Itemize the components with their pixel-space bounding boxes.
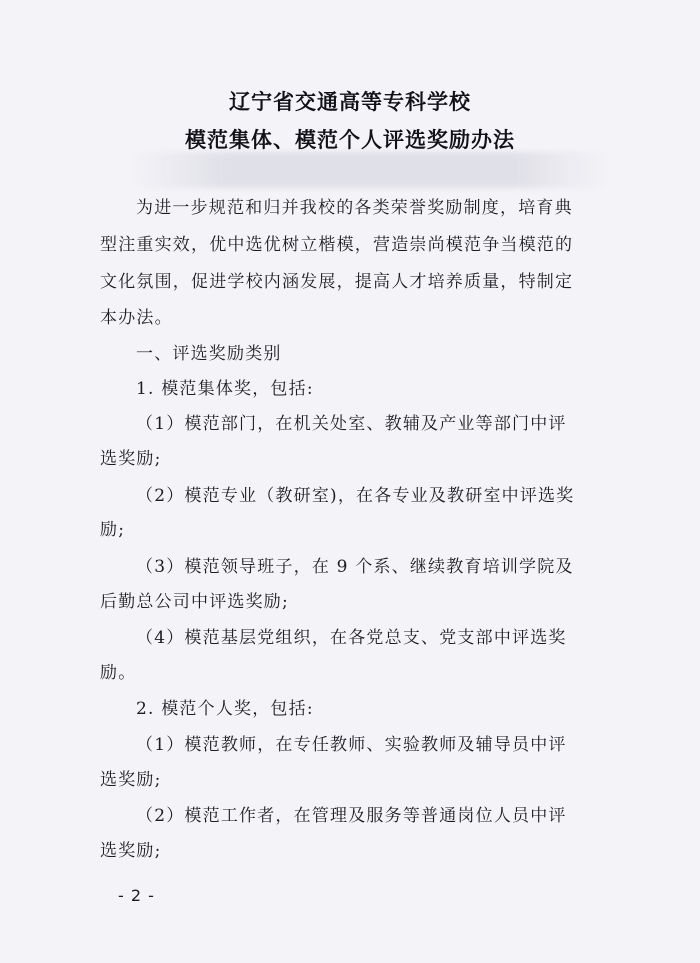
item2-sub2-line-1: （2）模范工作者，在管理及服务等普通岗位人员中评: [136, 806, 567, 826]
intro-line-2: 型注重实效，优中选优树立楷模，营造崇尚模范争当模范的: [100, 235, 574, 255]
document-title-rules: 模范集体、模范个人评选奖励办法: [185, 128, 515, 152]
bleed-through-shadow: [130, 152, 610, 188]
document-title-school: 辽宁省交通高等专科学校: [229, 90, 471, 114]
item2-sub2-line-2: 选奖励;: [100, 841, 162, 861]
item1-sub2-line-1: （2）模范专业（教研室)，在各专业及教研室中评选奖: [136, 486, 575, 506]
item2-heading: 2. 模范个人奖，包括:: [136, 699, 314, 719]
item2-sub1-line-2: 选奖励;: [100, 770, 162, 790]
item1-sub1-line-1: （1）模范部门，在机关处室、教辅及产业等部门中评: [136, 414, 567, 434]
item1-sub4-line-1: （4）模范基层党组织，在各党总支、党支部中评选奖: [136, 628, 567, 648]
item1-heading: 1. 模范集体奖，包括:: [136, 379, 314, 399]
item1-sub3-line-1: （3）模范领导班子，在 9 个系、继续教育培训学院及: [136, 557, 574, 577]
intro-line-1: 为进一步规范和归并我校的各类荣誉奖励制度，培育典: [136, 198, 573, 218]
intro-line-4: 本办法。: [100, 308, 173, 328]
item1-sub1-line-2: 选奖励;: [100, 449, 162, 469]
intro-line-3: 文化氛围，促进学校内涵发展，提高人才培养质量，特制定: [100, 272, 574, 292]
section-heading: 一、评选奖励类别: [136, 344, 282, 364]
item1-sub4-line-2: 励。: [100, 663, 137, 683]
item1-sub3-line-2: 后勤总公司中评选奖励;: [100, 592, 289, 612]
item1-sub2-line-2: 励;: [100, 520, 126, 540]
item2-sub1-line-1: （1）模范教师，在专任教师、实验教师及辅导员中评: [136, 735, 567, 755]
page-number: - 2 -: [118, 886, 155, 905]
